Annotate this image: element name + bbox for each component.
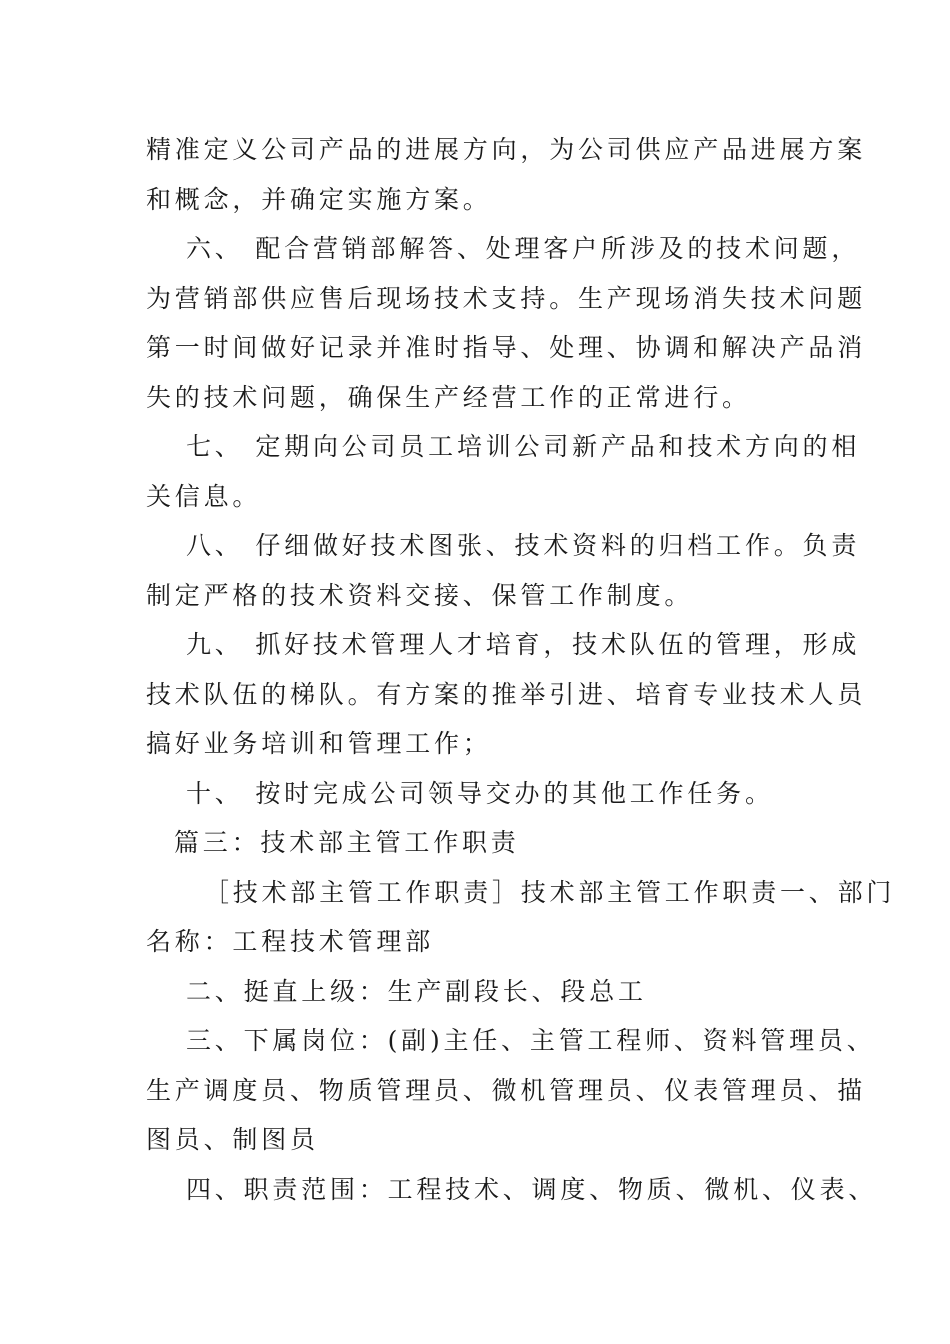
- text-line: 图员、制图员: [146, 1125, 319, 1154]
- text-line: 技术队伍的梯队。有方案的推举引进、培育专业技术人员: [146, 679, 867, 709]
- list-item-superior: 二、挺直上级：生产副段长、段总工: [186, 976, 647, 1006]
- list-item-seven: 七、 定期向公司员工培训公司新产品和技术方向的相: [186, 432, 861, 461]
- list-item-eight: 八、 仔细做好技术图张、技术资料的归档工作。负责: [186, 531, 861, 560]
- text-line: 失的技术问题，确保生产经营工作的正常进行。: [146, 382, 751, 412]
- section-intro: ［技术部主管工作职责］技术部主管工作职责一、部门: [204, 877, 896, 907]
- list-item-nine: 九、 抓好技术管理人才培育，技术队伍的管理，形成: [186, 630, 861, 659]
- text-line: 制定严格的技术资料交接、保管工作制度。: [146, 580, 694, 610]
- document-body: [146, 125, 896, 1214]
- list-item-six: 六、 配合营销部解答、处理客户所涉及的技术问题，: [186, 234, 861, 263]
- list-item-subordinates: 三、下属岗位：(副)主任、主管工程师、资料管理员、: [186, 1026, 876, 1055]
- text-line: 关信息。: [146, 481, 262, 511]
- section-heading: 篇三：技术部主管工作职责: [174, 828, 520, 857]
- text-line: 第一时间做好记录并准时指导、处理、协调和解决产品消: [146, 333, 867, 362]
- text-line: 和概念，并确定实施方案。: [146, 184, 492, 214]
- text-line: 精准定义公司产品的进展方向，为公司供应产品进展方案: [146, 135, 867, 164]
- text-line: 名称：工程技术管理部: [146, 927, 435, 956]
- list-item-scope: 四、职责范围：工程技术、调度、物质、微机、仪表、: [186, 1174, 878, 1204]
- text-line: 为营销部供应售后现场技术支持。生产现场消失技术问题: [146, 283, 867, 313]
- list-item-ten: 十、 按时完成公司领导交办的其他工作任务。: [186, 778, 774, 808]
- text-line: 搞好业务培训和管理工作；: [146, 729, 492, 758]
- text-line: 生产调度员、物质管理员、微机管理员、仪表管理员、描: [146, 1075, 867, 1105]
